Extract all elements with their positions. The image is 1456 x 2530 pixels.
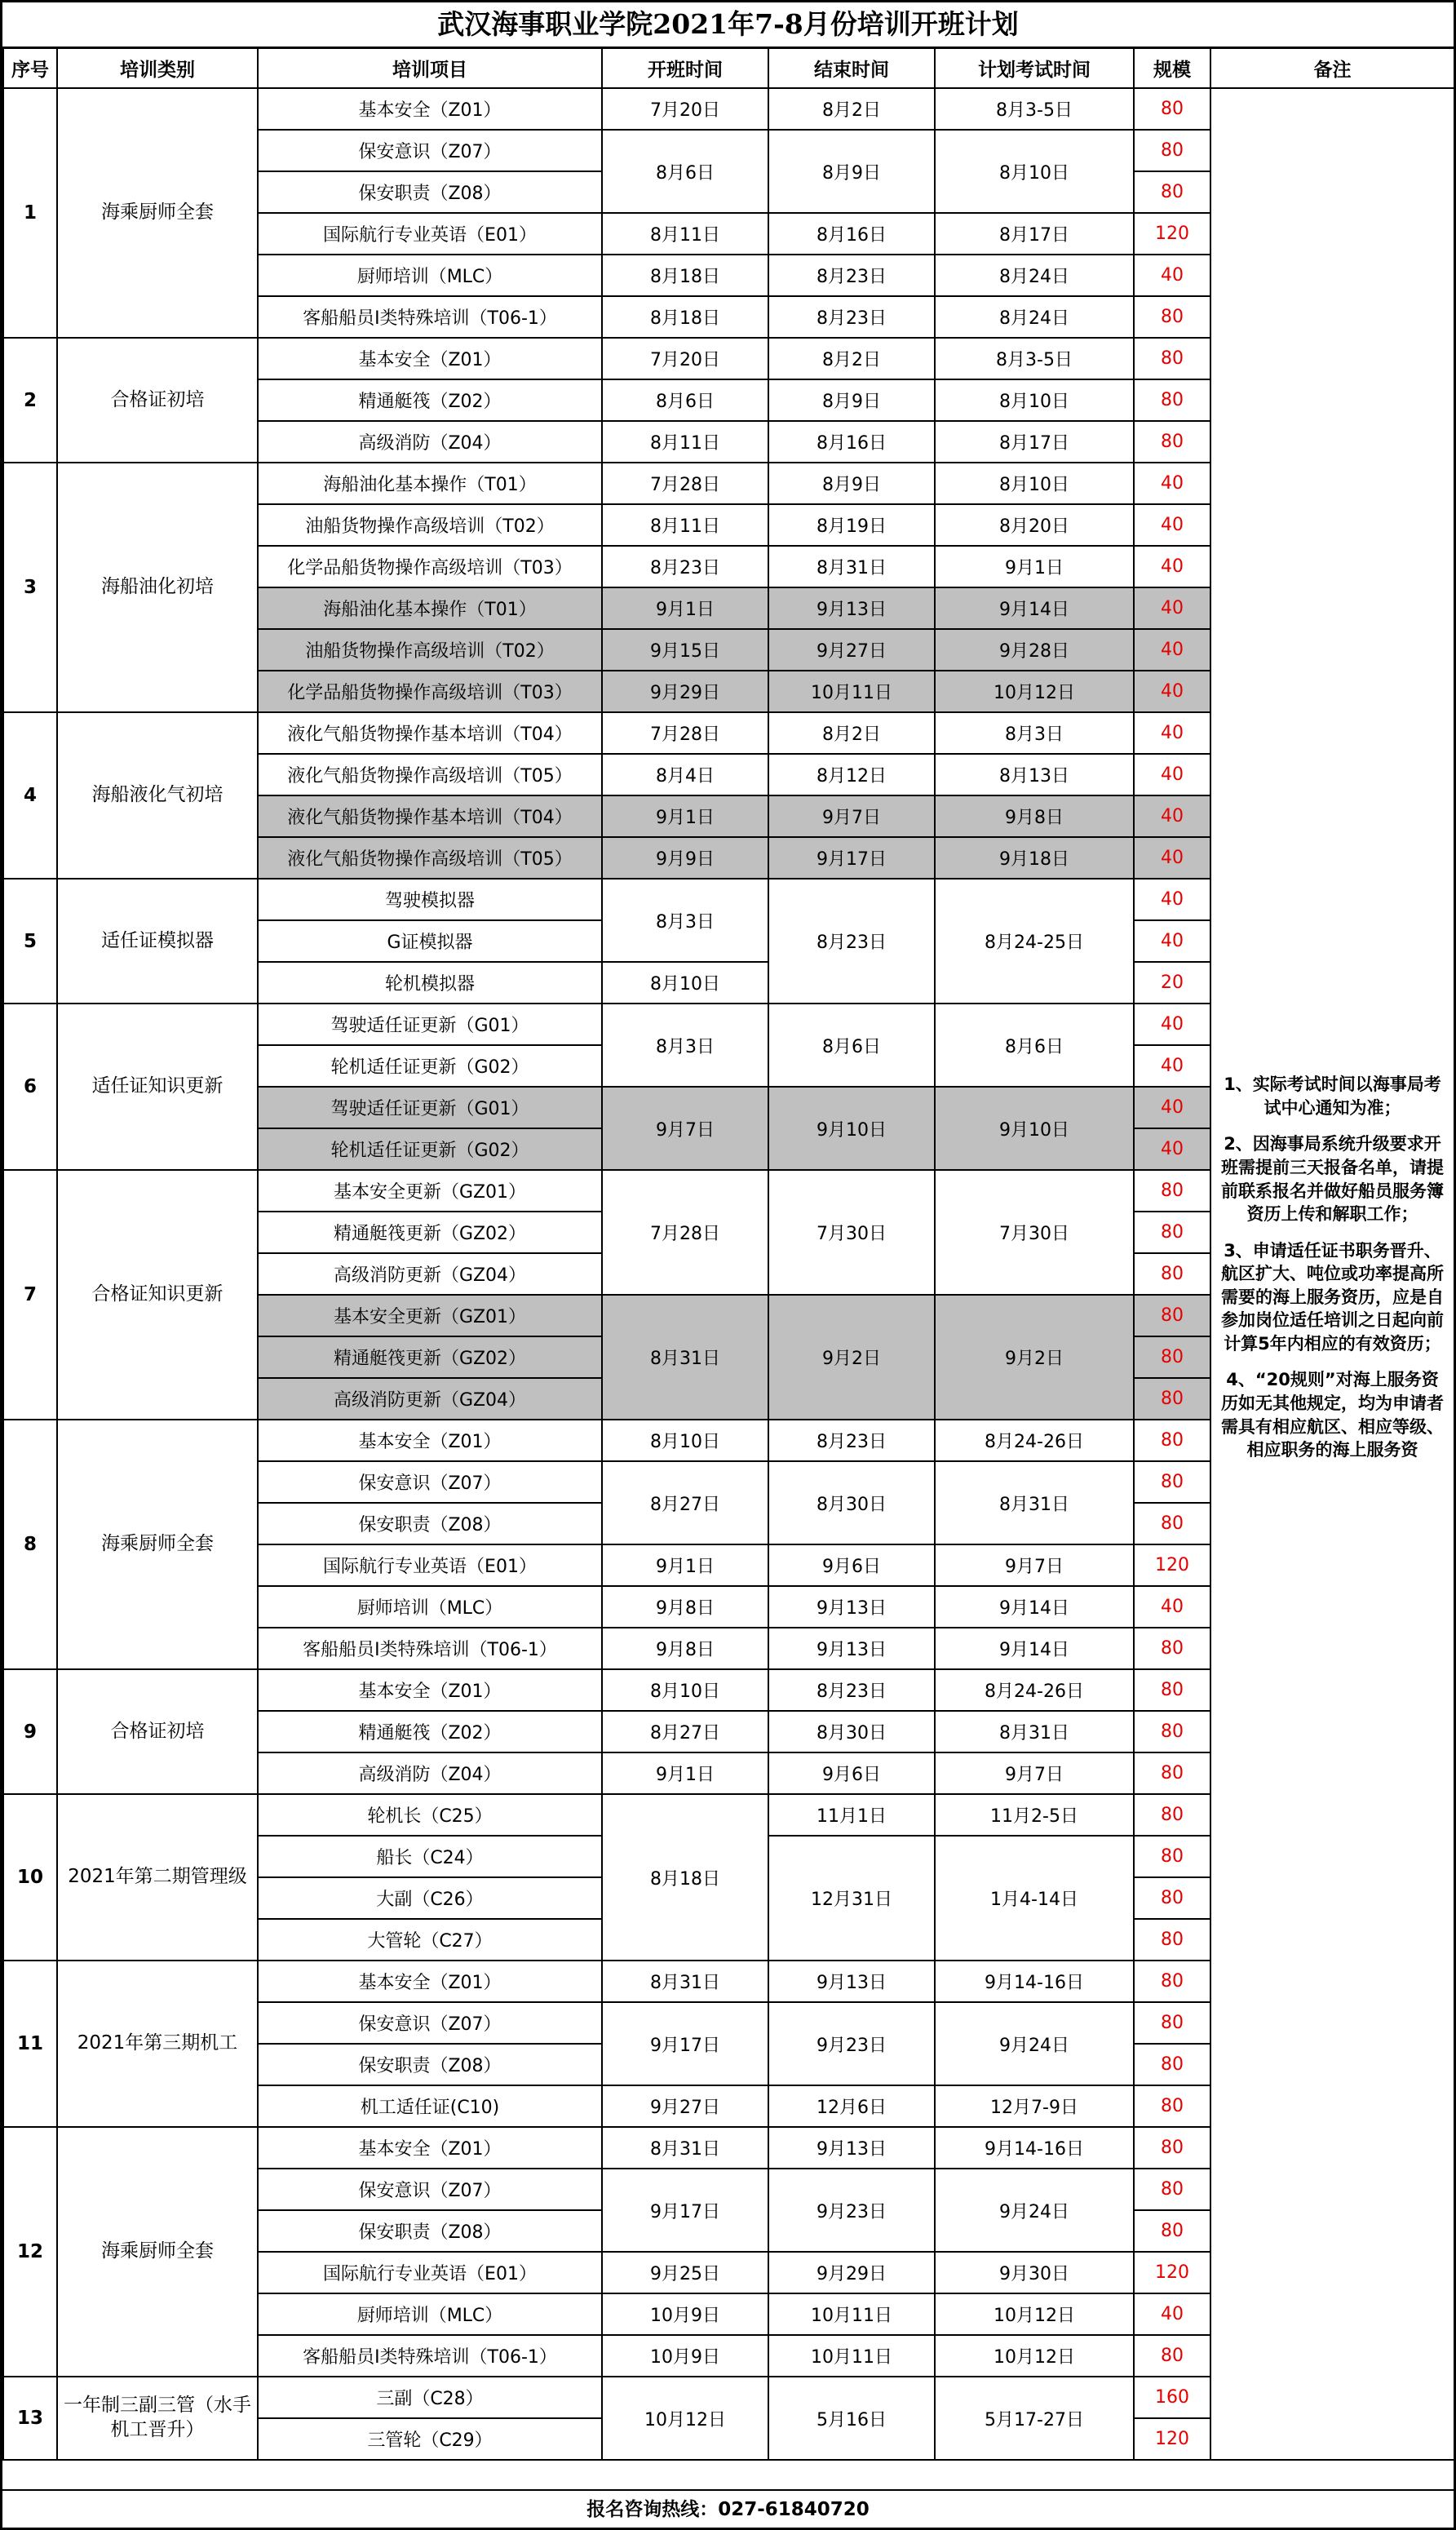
exam-date: 8月31日 — [935, 1711, 1134, 1752]
category: 海乘厨师全套 — [57, 2127, 258, 2377]
project: 驾驶适任证更新（G01） — [258, 1004, 602, 1045]
start-date: 9月27日 — [602, 2085, 768, 2127]
exam-date: 8月10日 — [935, 130, 1134, 213]
exam-date: 8月3-5日 — [935, 338, 1134, 379]
scale: 40 — [1134, 1087, 1210, 1128]
exam-date: 9月7日 — [935, 1752, 1134, 1794]
end-date: 9月17日 — [768, 837, 935, 879]
project: 油船货物操作高级培训（T02） — [258, 504, 602, 546]
project: 轮机适任证更新（G02） — [258, 1128, 602, 1170]
project: 油船货物操作高级培训（T02） — [258, 629, 602, 671]
project: 高级消防（Z04） — [258, 421, 602, 463]
scale: 80 — [1134, 296, 1210, 338]
project: 精通艇筏（Z02） — [258, 379, 602, 421]
end-date: 9月7日 — [768, 795, 935, 837]
end-date: 10月11日 — [768, 2335, 935, 2377]
project: 基本安全（Z01） — [258, 1961, 602, 2002]
project: 大副（C26） — [258, 1877, 602, 1919]
scale: 80 — [1134, 1669, 1210, 1711]
scale: 80 — [1134, 171, 1210, 213]
seq-number: 6 — [3, 1004, 57, 1170]
scale: 80 — [1134, 1420, 1210, 1461]
end-date: 8月2日 — [768, 338, 935, 379]
scale: 80 — [1134, 1461, 1210, 1503]
seq-number: 1 — [3, 88, 57, 338]
project: 高级消防更新（GZ04） — [258, 1378, 602, 1420]
scale: 80 — [1134, 379, 1210, 421]
exam-date: 8月3-5日 — [935, 88, 1134, 130]
note-item: 2、因海事局系统升级要求开班需提前三天报备名单，请提前联系报名并做好船员服务簿资历上传和解职工作； — [1221, 1134, 1444, 1225]
exam-date: 8月3日 — [935, 712, 1134, 754]
scale: 80 — [1134, 1919, 1210, 1961]
end-date: 8月2日 — [768, 88, 935, 130]
project: 精通艇筏（Z02） — [258, 1711, 602, 1752]
project: 化学品船货物操作高级培训（T03） — [258, 546, 602, 587]
start-date: 10月12日 — [602, 2377, 768, 2460]
scale: 80 — [1134, 1836, 1210, 1877]
start-date: 10月9日 — [602, 2335, 768, 2377]
project: 保安意识（Z07） — [258, 130, 602, 171]
start-date: 7月28日 — [602, 463, 768, 504]
start-date: 8月11日 — [602, 213, 768, 255]
exam-date: 9月18日 — [935, 837, 1134, 879]
exam-date: 10月12日 — [935, 671, 1134, 712]
project: 液化气船货物操作高级培训（T05） — [258, 754, 602, 795]
category: 海乘厨师全套 — [57, 1420, 258, 1669]
category: 海船液化气初培 — [57, 712, 258, 879]
project: 客船船员Ⅰ类特殊培训（T06-1） — [258, 2335, 602, 2377]
project: 客船船员Ⅰ类特殊培训（T06-1） — [258, 296, 602, 338]
exam-date: 1月4-14日 — [935, 1836, 1134, 1961]
exam-date: 8月20日 — [935, 504, 1134, 546]
end-date: 9月13日 — [768, 2127, 935, 2169]
seq-number: 9 — [3, 1669, 57, 1794]
exam-date: 11月2-5日 — [935, 1794, 1134, 1836]
start-date: 7月20日 — [602, 338, 768, 379]
start-date: 8月10日 — [602, 1420, 768, 1461]
scale: 40 — [1134, 587, 1210, 629]
scale: 80 — [1134, 1253, 1210, 1295]
start-date: 9月15日 — [602, 629, 768, 671]
project: 机工适任证(C10) — [258, 2085, 602, 2127]
project: 轮机长（C25） — [258, 1794, 602, 1836]
start-date: 8月31日 — [602, 2127, 768, 2169]
project: 精通艇筏更新（GZ02） — [258, 1336, 602, 1378]
exam-date: 10月12日 — [935, 2335, 1134, 2377]
exam-date: 9月1日 — [935, 546, 1134, 587]
exam-date: 8月10日 — [935, 379, 1134, 421]
start-date: 8月11日 — [602, 421, 768, 463]
end-date: 9月13日 — [768, 1586, 935, 1628]
scale: 80 — [1134, 2044, 1210, 2085]
notes — [1210, 88, 1454, 2460]
header-row — [3, 47, 1454, 88]
start-date: 8月27日 — [602, 1461, 768, 1544]
end-date: 9月6日 — [768, 1544, 935, 1586]
seq-number: 11 — [3, 1961, 57, 2127]
end-date: 9月13日 — [768, 1961, 935, 2002]
scale: 40 — [1134, 712, 1210, 754]
project: 基本安全（Z01） — [258, 2127, 602, 2169]
table-row — [3, 88, 1454, 130]
end-date: 8月23日 — [768, 879, 935, 1004]
scale: 80 — [1134, 2127, 1210, 2169]
col-end: 结束时间 — [768, 47, 935, 88]
scale: 40 — [1134, 754, 1210, 795]
scale: 80 — [1134, 2002, 1210, 2044]
end-date: 9月13日 — [768, 587, 935, 629]
project: 基本安全（Z01） — [258, 1669, 602, 1711]
start-date: 8月11日 — [602, 504, 768, 546]
start-date: 8月31日 — [602, 1295, 768, 1420]
project: 国际航行专业英语（E01） — [258, 213, 602, 255]
project: G证模拟器 — [258, 920, 602, 962]
scale: 80 — [1134, 1212, 1210, 1253]
note-item: 4、“20规则”对海上服务资历如无其他规定，均为申请者需具有相应航区、相应等级、相应职务的海上服务资 — [1221, 1370, 1444, 1460]
hotline-label: 报名咨询热线： — [586, 2499, 719, 2520]
project: 厨师培训（MLC） — [258, 1586, 602, 1628]
end-date: 9月23日 — [768, 2002, 935, 2085]
scale: 80 — [1134, 338, 1210, 379]
start-date: 8月27日 — [602, 1711, 768, 1752]
start-date: 8月10日 — [602, 962, 768, 1004]
exam-date: 8月17日 — [935, 213, 1134, 255]
project: 高级消防（Z04） — [258, 1752, 602, 1794]
scale: 40 — [1134, 671, 1210, 712]
scale: 40 — [1134, 1128, 1210, 1170]
exam-date: 8月17日 — [935, 421, 1134, 463]
end-date: 8月30日 — [768, 1711, 935, 1752]
start-date: 7月28日 — [602, 712, 768, 754]
start-date: 9月25日 — [602, 2252, 768, 2293]
end-date: 9月29日 — [768, 2252, 935, 2293]
start-date: 8月18日 — [602, 296, 768, 338]
project: 客船船员Ⅰ类特殊培训（T06-1） — [258, 1628, 602, 1669]
category: 合格证初培 — [57, 1669, 258, 1794]
exam-date: 8月10日 — [935, 463, 1134, 504]
note-item: 1、实际考试时间以海事局考试中心通知为准； — [1224, 1074, 1441, 1118]
seq-number: 4 — [3, 712, 57, 879]
start-date: 8月6日 — [602, 130, 768, 213]
scale: 80 — [1134, 2085, 1210, 2127]
start-date: 9月17日 — [602, 2169, 768, 2252]
end-date: 8月23日 — [768, 1420, 935, 1461]
end-date: 9月23日 — [768, 2169, 935, 2252]
start-date: 8月3日 — [602, 879, 768, 962]
project: 轮机适任证更新（G02） — [258, 1045, 602, 1087]
scale: 40 — [1134, 546, 1210, 587]
end-date: 8月9日 — [768, 379, 935, 421]
category: 一年制三副三管（水手机工晋升） — [57, 2377, 258, 2460]
project: 基本安全（Z01） — [258, 338, 602, 379]
project: 精通艇筏更新（GZ02） — [258, 1212, 602, 1253]
seq-number: 7 — [3, 1170, 57, 1420]
start-date: 9月1日 — [602, 1752, 768, 1794]
end-date: 8月2日 — [768, 712, 935, 754]
category: 海船油化初培 — [57, 463, 258, 712]
end-date: 8月30日 — [768, 1461, 935, 1544]
footer-hotline — [2, 2489, 1454, 2529]
start-date: 8月3日 — [602, 1004, 768, 1087]
scale: 40 — [1134, 879, 1210, 920]
exam-date: 8月13日 — [935, 754, 1134, 795]
scale: 40 — [1134, 837, 1210, 879]
end-date: 9月13日 — [768, 1628, 935, 1669]
exam-date: 9月14日 — [935, 1586, 1134, 1628]
start-date: 9月7日 — [602, 1087, 768, 1170]
project: 基本安全更新（GZ01） — [258, 1295, 602, 1336]
scale: 40 — [1134, 463, 1210, 504]
col-seq: 序号 — [3, 47, 57, 88]
scale: 80 — [1134, 2169, 1210, 2210]
end-date: 9月27日 — [768, 629, 935, 671]
exam-date: 10月12日 — [935, 2293, 1134, 2335]
seq-number: 3 — [3, 463, 57, 712]
exam-date: 9月8日 — [935, 795, 1134, 837]
end-date: 9月2日 — [768, 1295, 935, 1420]
scale: 40 — [1134, 1586, 1210, 1628]
start-date: 8月18日 — [602, 1794, 768, 1961]
scale: 80 — [1134, 88, 1210, 130]
end-date: 10月11日 — [768, 671, 935, 712]
category: 适任证模拟器 — [57, 879, 258, 1004]
end-date: 9月6日 — [768, 1752, 935, 1794]
seq-number: 2 — [3, 338, 57, 463]
scale: 80 — [1134, 2210, 1210, 2252]
project: 驾驶模拟器 — [258, 879, 602, 920]
exam-date: 5月17-27日 — [935, 2377, 1134, 2460]
project: 保安职责（Z08） — [258, 2044, 602, 2085]
end-date: 8月12日 — [768, 754, 935, 795]
start-date: 8月23日 — [602, 546, 768, 587]
exam-date: 9月14日 — [935, 587, 1134, 629]
col-exam: 计划考试时间 — [935, 47, 1134, 88]
scale: 160 — [1134, 2377, 1210, 2418]
scale: 40 — [1134, 2293, 1210, 2335]
schedule-table — [2, 47, 1455, 2461]
col-project: 培训项目 — [258, 47, 602, 88]
category: 合格证知识更新 — [57, 1170, 258, 1420]
col-category: 培训类别 — [57, 47, 258, 88]
end-date: 5月16日 — [768, 2377, 935, 2460]
project: 基本安全（Z01） — [258, 1420, 602, 1461]
scale: 80 — [1134, 1628, 1210, 1669]
scale: 40 — [1134, 1045, 1210, 1087]
end-date: 8月23日 — [768, 1669, 935, 1711]
project: 高级消防更新（GZ04） — [258, 1253, 602, 1295]
start-date: 9月8日 — [602, 1586, 768, 1628]
start-date: 8月18日 — [602, 255, 768, 296]
project: 保安职责（Z08） — [258, 171, 602, 213]
exam-date: 9月30日 — [935, 2252, 1134, 2293]
category: 适任证知识更新 — [57, 1004, 258, 1170]
scale: 80 — [1134, 1170, 1210, 1212]
start-date: 10月9日 — [602, 2293, 768, 2335]
note-item: 3、申请适任证书职务晋升、航区扩大、吨位或功率提高所需要的海上服务资历，应是自参加岗位适任培训之日起向前计算5年内相应的有效资历； — [1221, 1240, 1444, 1354]
exam-date: 8月6日 — [935, 1004, 1134, 1087]
scale: 80 — [1134, 1503, 1210, 1544]
exam-date: 9月7日 — [935, 1544, 1134, 1586]
exam-date: 9月2日 — [935, 1295, 1134, 1420]
project: 大管轮（C27） — [258, 1919, 602, 1961]
scale: 80 — [1134, 421, 1210, 463]
start-date: 9月29日 — [602, 671, 768, 712]
project: 海船油化基本操作（T01） — [258, 587, 602, 629]
project: 厨师培训（MLC） — [258, 255, 602, 296]
project: 保安职责（Z08） — [258, 2210, 602, 2252]
scale: 40 — [1134, 629, 1210, 671]
seq-number: 5 — [3, 879, 57, 1004]
scale: 120 — [1134, 2418, 1210, 2460]
exam-date: 8月24日 — [935, 296, 1134, 338]
start-date: 9月1日 — [602, 587, 768, 629]
project: 液化气船货物操作高级培训（T05） — [258, 837, 602, 879]
col-notes: 备注 — [1210, 47, 1454, 88]
project: 保安意识（Z07） — [258, 2169, 602, 2210]
scale: 40 — [1134, 504, 1210, 546]
end-date: 9月10日 — [768, 1087, 935, 1170]
exam-date: 8月24-26日 — [935, 1669, 1134, 1711]
project: 国际航行专业英语（E01） — [258, 1544, 602, 1586]
end-date: 8月31日 — [768, 546, 935, 587]
exam-date: 9月24日 — [935, 2169, 1134, 2252]
scale: 40 — [1134, 1004, 1210, 1045]
end-date: 8月23日 — [768, 296, 935, 338]
exam-date: 9月10日 — [935, 1087, 1134, 1170]
start-date: 9月9日 — [602, 837, 768, 879]
exam-date: 9月14-16日 — [935, 2127, 1134, 2169]
project: 液化气船货物操作基本培训（T04） — [258, 712, 602, 754]
project: 基本安全更新（GZ01） — [258, 1170, 602, 1212]
start-date: 9月1日 — [602, 1544, 768, 1586]
scale: 80 — [1134, 130, 1210, 171]
scale: 20 — [1134, 962, 1210, 1004]
scale: 80 — [1134, 1378, 1210, 1420]
end-date: 12月31日 — [768, 1836, 935, 1961]
seq-number: 12 — [3, 2127, 57, 2377]
end-date: 7月30日 — [768, 1170, 935, 1295]
project: 轮机模拟器 — [258, 962, 602, 1004]
scale: 80 — [1134, 1961, 1210, 2002]
scale: 80 — [1134, 1295, 1210, 1336]
seq-number: 8 — [3, 1420, 57, 1669]
scale: 80 — [1134, 1877, 1210, 1919]
col-scale: 规模 — [1134, 47, 1210, 88]
project: 保安职责（Z08） — [258, 1503, 602, 1544]
exam-date: 8月24-25日 — [935, 879, 1134, 1004]
end-date: 8月23日 — [768, 255, 935, 296]
end-date: 8月19日 — [768, 504, 935, 546]
scale: 40 — [1134, 255, 1210, 296]
start-date: 9月17日 — [602, 2002, 768, 2085]
col-start: 开班时间 — [602, 47, 768, 88]
end-date: 8月9日 — [768, 463, 935, 504]
project: 驾驶适任证更新（G01） — [258, 1087, 602, 1128]
project: 三管轮（C29） — [258, 2418, 602, 2460]
exam-date: 8月24-26日 — [935, 1420, 1134, 1461]
project: 国际航行专业英语（E01） — [258, 2252, 602, 2293]
exam-date: 8月31日 — [935, 1461, 1134, 1544]
exam-date: 9月28日 — [935, 629, 1134, 671]
scale: 120 — [1134, 1544, 1210, 1586]
scale: 40 — [1134, 920, 1210, 962]
start-date: 7月28日 — [602, 1170, 768, 1295]
category: 合格证初培 — [57, 338, 258, 463]
project: 基本安全（Z01） — [258, 88, 602, 130]
start-date: 9月1日 — [602, 795, 768, 837]
project: 海船油化基本操作（T01） — [258, 463, 602, 504]
start-date: 8月6日 — [602, 379, 768, 421]
end-date: 8月9日 — [768, 130, 935, 213]
end-date: 12月6日 — [768, 2085, 935, 2127]
exam-date: 12月7-9日 — [935, 2085, 1134, 2127]
scale: 120 — [1134, 213, 1210, 255]
exam-date: 9月14日 — [935, 1628, 1134, 1669]
scale: 80 — [1134, 2335, 1210, 2377]
scale: 40 — [1134, 795, 1210, 837]
end-date: 8月6日 — [768, 1004, 935, 1087]
start-date: 8月10日 — [602, 1669, 768, 1711]
project: 厨师培训（MLC） — [258, 2293, 602, 2335]
end-date: 11月1日 — [768, 1794, 935, 1836]
exam-date: 7月30日 — [935, 1170, 1134, 1295]
hotline-phone: 027-61840720 — [718, 2499, 870, 2520]
project: 保安意识（Z07） — [258, 1461, 602, 1503]
end-date: 8月16日 — [768, 421, 935, 463]
exam-date: 8月24日 — [935, 255, 1134, 296]
end-date: 8月16日 — [768, 213, 935, 255]
start-date: 8月31日 — [602, 1961, 768, 2002]
project: 船长（C24） — [258, 1836, 602, 1877]
category: 2021年第三期机工 — [57, 1961, 258, 2127]
start-date: 8月4日 — [602, 754, 768, 795]
scale: 80 — [1134, 1794, 1210, 1836]
exam-date: 9月14-16日 — [935, 1961, 1134, 2002]
start-date: 7月20日 — [602, 88, 768, 130]
scale: 80 — [1134, 1752, 1210, 1794]
project: 保安意识（Z07） — [258, 2002, 602, 2044]
scale: 80 — [1134, 1336, 1210, 1378]
project: 三副（C28） — [258, 2377, 602, 2418]
end-date: 10月11日 — [768, 2293, 935, 2335]
start-date: 9月8日 — [602, 1628, 768, 1669]
seq-number: 10 — [3, 1794, 57, 1961]
seq-number: 13 — [3, 2377, 57, 2460]
scale: 120 — [1134, 2252, 1210, 2293]
category: 海乘厨师全套 — [57, 88, 258, 338]
project: 液化气船货物操作基本培训（T04） — [258, 795, 602, 837]
project: 化学品船货物操作高级培训（T03） — [258, 671, 602, 712]
scale: 80 — [1134, 1711, 1210, 1752]
page-title: 武汉海事职业学院2021年7-8月份培训开班计划 — [2, 2, 1454, 49]
category: 2021年第二期管理级 — [57, 1794, 258, 1961]
exam-date: 9月24日 — [935, 2002, 1134, 2085]
